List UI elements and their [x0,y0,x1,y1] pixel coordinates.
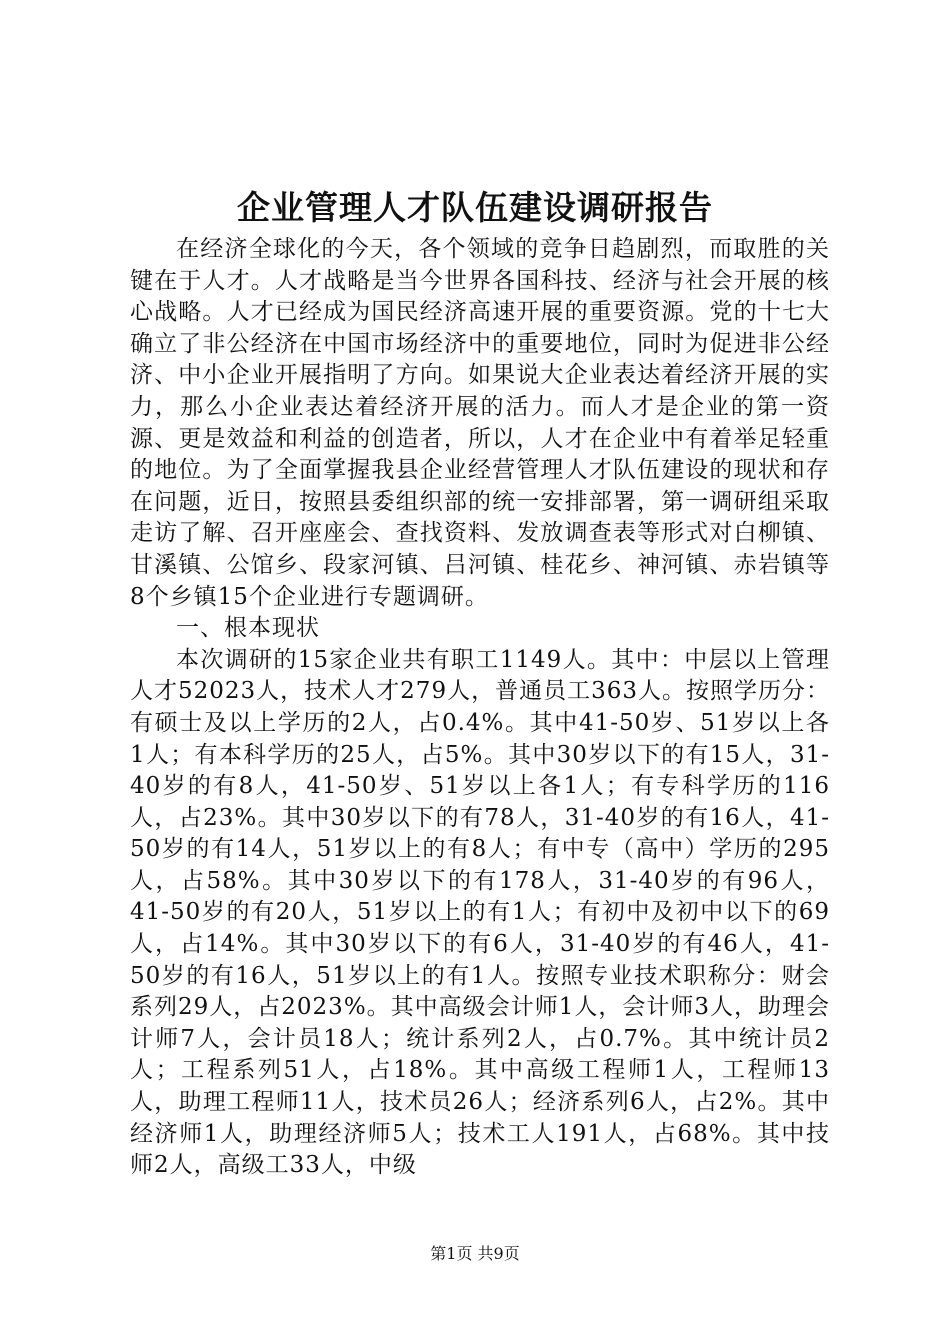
section-heading-basic-status: 一、根本现状 [176,615,320,642]
document-body [130,234,830,1182]
document-title: 企业管理人才队伍建设调研报告 [237,188,713,227]
paragraph-intro: 在经济全球化的今天，各个领域的竞争日趋剧烈，而取胜的关键在于人才。人才战略是当今世界各国科技、经济与社会开展的核心战略。人才已经成为国民经济高速开展的重要资源。党的十七大确立了非公经济在中国市场经济中的重要地位，同时为促进非公经济、中小企业开展指明了方向。如果说大企业表达着经济开展的实力，那么小企业表达着经济开展的活力。而人才是企业的第一资源、更是效益和利益的创造者，所以，人才在企业中有着举足轻重的地位。为了全面掌握我县企业经营管理人才队伍建设的现状和存在问题，近日，按照县委组织部的统一安排部署，第一调研组采取走访了解、召开座座会、查找资料、发放调查表等形式对白柳镇、甘溪镇、公馆乡、段家河镇、吕河镇、桂花乡、神河镇、赤岩镇等8个乡镇15个企业进行专题调研。 [130,236,830,610]
paragraph-statistics: 本次调研的15家企业共有职工1149人。其中：中层以上管理人才52023人，技术人才279人，普通员工363人。按照学历分：有硕士及以上学历的2人，占0.4%。其中41-50岁、51岁以上各1人；有本科学历的25人，占5%。其中30岁以下的有15人，31-40岁的有8人，41-50岁、51岁以上各1人；有专科学历的116人，占23%。其中30岁以下的有78人，31-40岁的有16人，41-50岁的有14人，51岁以上的有8人；有中专（高中）学历的295人，占58%。其中30岁以下的有178人，31-40岁的有96人，41-50岁的有20人，51岁以上的有1人；有初中及初中以下的69人，占14%。其中30岁以下的有6人，31-40岁的有46人，41-50岁的有16人，51岁以上的有1人。按照专业技术职称分：财会系列29人，占2023%。其中高级会计师1人，会计师3人，助理会计师7人，会计员18人；统计系列2人，占0.7%。其中统计员2人；工程系列51人，占18%。其中高级工程师1人，工程师13人，助理工程师11人，技术员26人；经济系列6人，占2%。其中经济师1人，助理经济师5人；技术工人191人，占68%。其中技师2人，高级工33人，中级 [130,646,830,1179]
page-number-footer: 第1页 共9页 [430,1244,520,1263]
